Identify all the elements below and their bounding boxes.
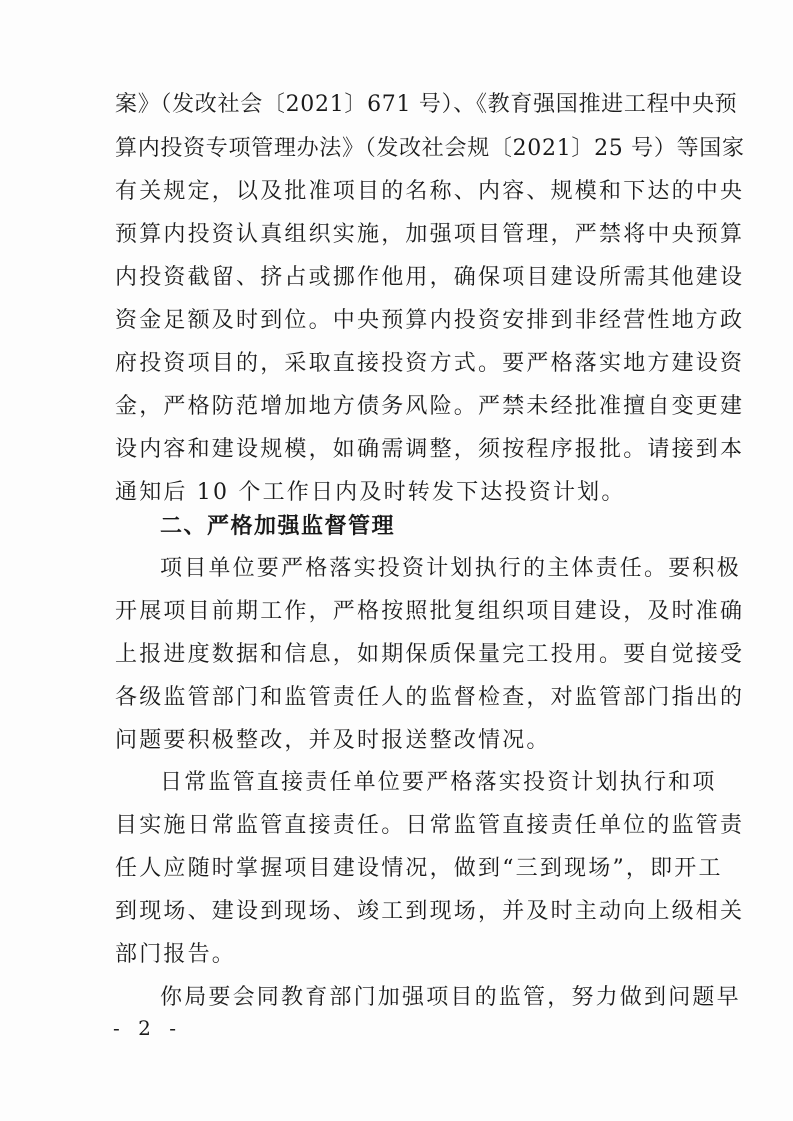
body-text-line: 到现场、建设到现场、竣工到现场，并及时主动向上级相关	[115, 899, 745, 924]
body-text-line: 目实施日常监管直接责任。日常监管直接责任单位的监管责	[115, 813, 745, 838]
page-number: - 2 -	[113, 1016, 182, 1040]
body-text-line: 各级监管部门和监管责任人的监督检查，对监管部门指出的	[115, 685, 745, 710]
body-text-line: 有关规定，以及批准项目的名称、内容、规模和下达的中央	[115, 179, 745, 204]
body-text-line: 算内投资专项管理办法》（发改社会规〔2021〕25 号）等国家	[115, 136, 745, 161]
body-text-line: 案》（发改社会〔2021〕671 号）、《教育强国推进工程中央预	[115, 92, 738, 117]
body-text-line: 问题要积极整改，并及时报送整改情况。	[115, 728, 551, 753]
body-text-line: 部门报告。	[115, 942, 237, 967]
section-heading: 二、严格加强监督管理	[160, 514, 396, 539]
body-text-line: 金，严格防范增加地方债务风险。严禁未经批准擅自变更建	[115, 394, 745, 419]
paragraph-first-line: 日常监管直接责任单位要严格落实投资计划执行和项	[160, 770, 717, 795]
paragraph-first-line: 项目单位要严格落实投资计划执行的主体责任。要积极	[160, 556, 741, 581]
body-text-line: 设内容和建设规模，如确需调整，须按程序报批。请接到本	[115, 437, 745, 462]
body-text-line: 任人应随时掌握项目建设情况，做到“三到现场”，即开工	[115, 856, 723, 881]
paragraph-first-line: 你局要会同教育部门加强项目的监管，努力做到问题早	[160, 985, 741, 1010]
body-text-line: 府投资项目的，采取直接投资方式。要严格落实地方建设资	[115, 351, 745, 376]
body-text-line: 内投资截留、挤占或挪作他用，确保项目建设所需其他建设	[115, 265, 745, 290]
body-text-line: 通知后 10 个工作日内及时转发下达投资计划。	[115, 480, 626, 505]
body-text-line: 预算内投资认真组织实施，加强项目管理，严禁将中央预算	[115, 222, 745, 247]
body-text-line: 上报进度数据和信息，如期保质保量完工投用。要自觉接受	[115, 642, 745, 667]
body-text-line: 资金足额及时到位。中央预算内投资安排到非经营性地方政	[115, 308, 745, 333]
body-text-line: 开展项目前期工作，严格按照批复组织项目建设，及时准确	[115, 599, 745, 624]
